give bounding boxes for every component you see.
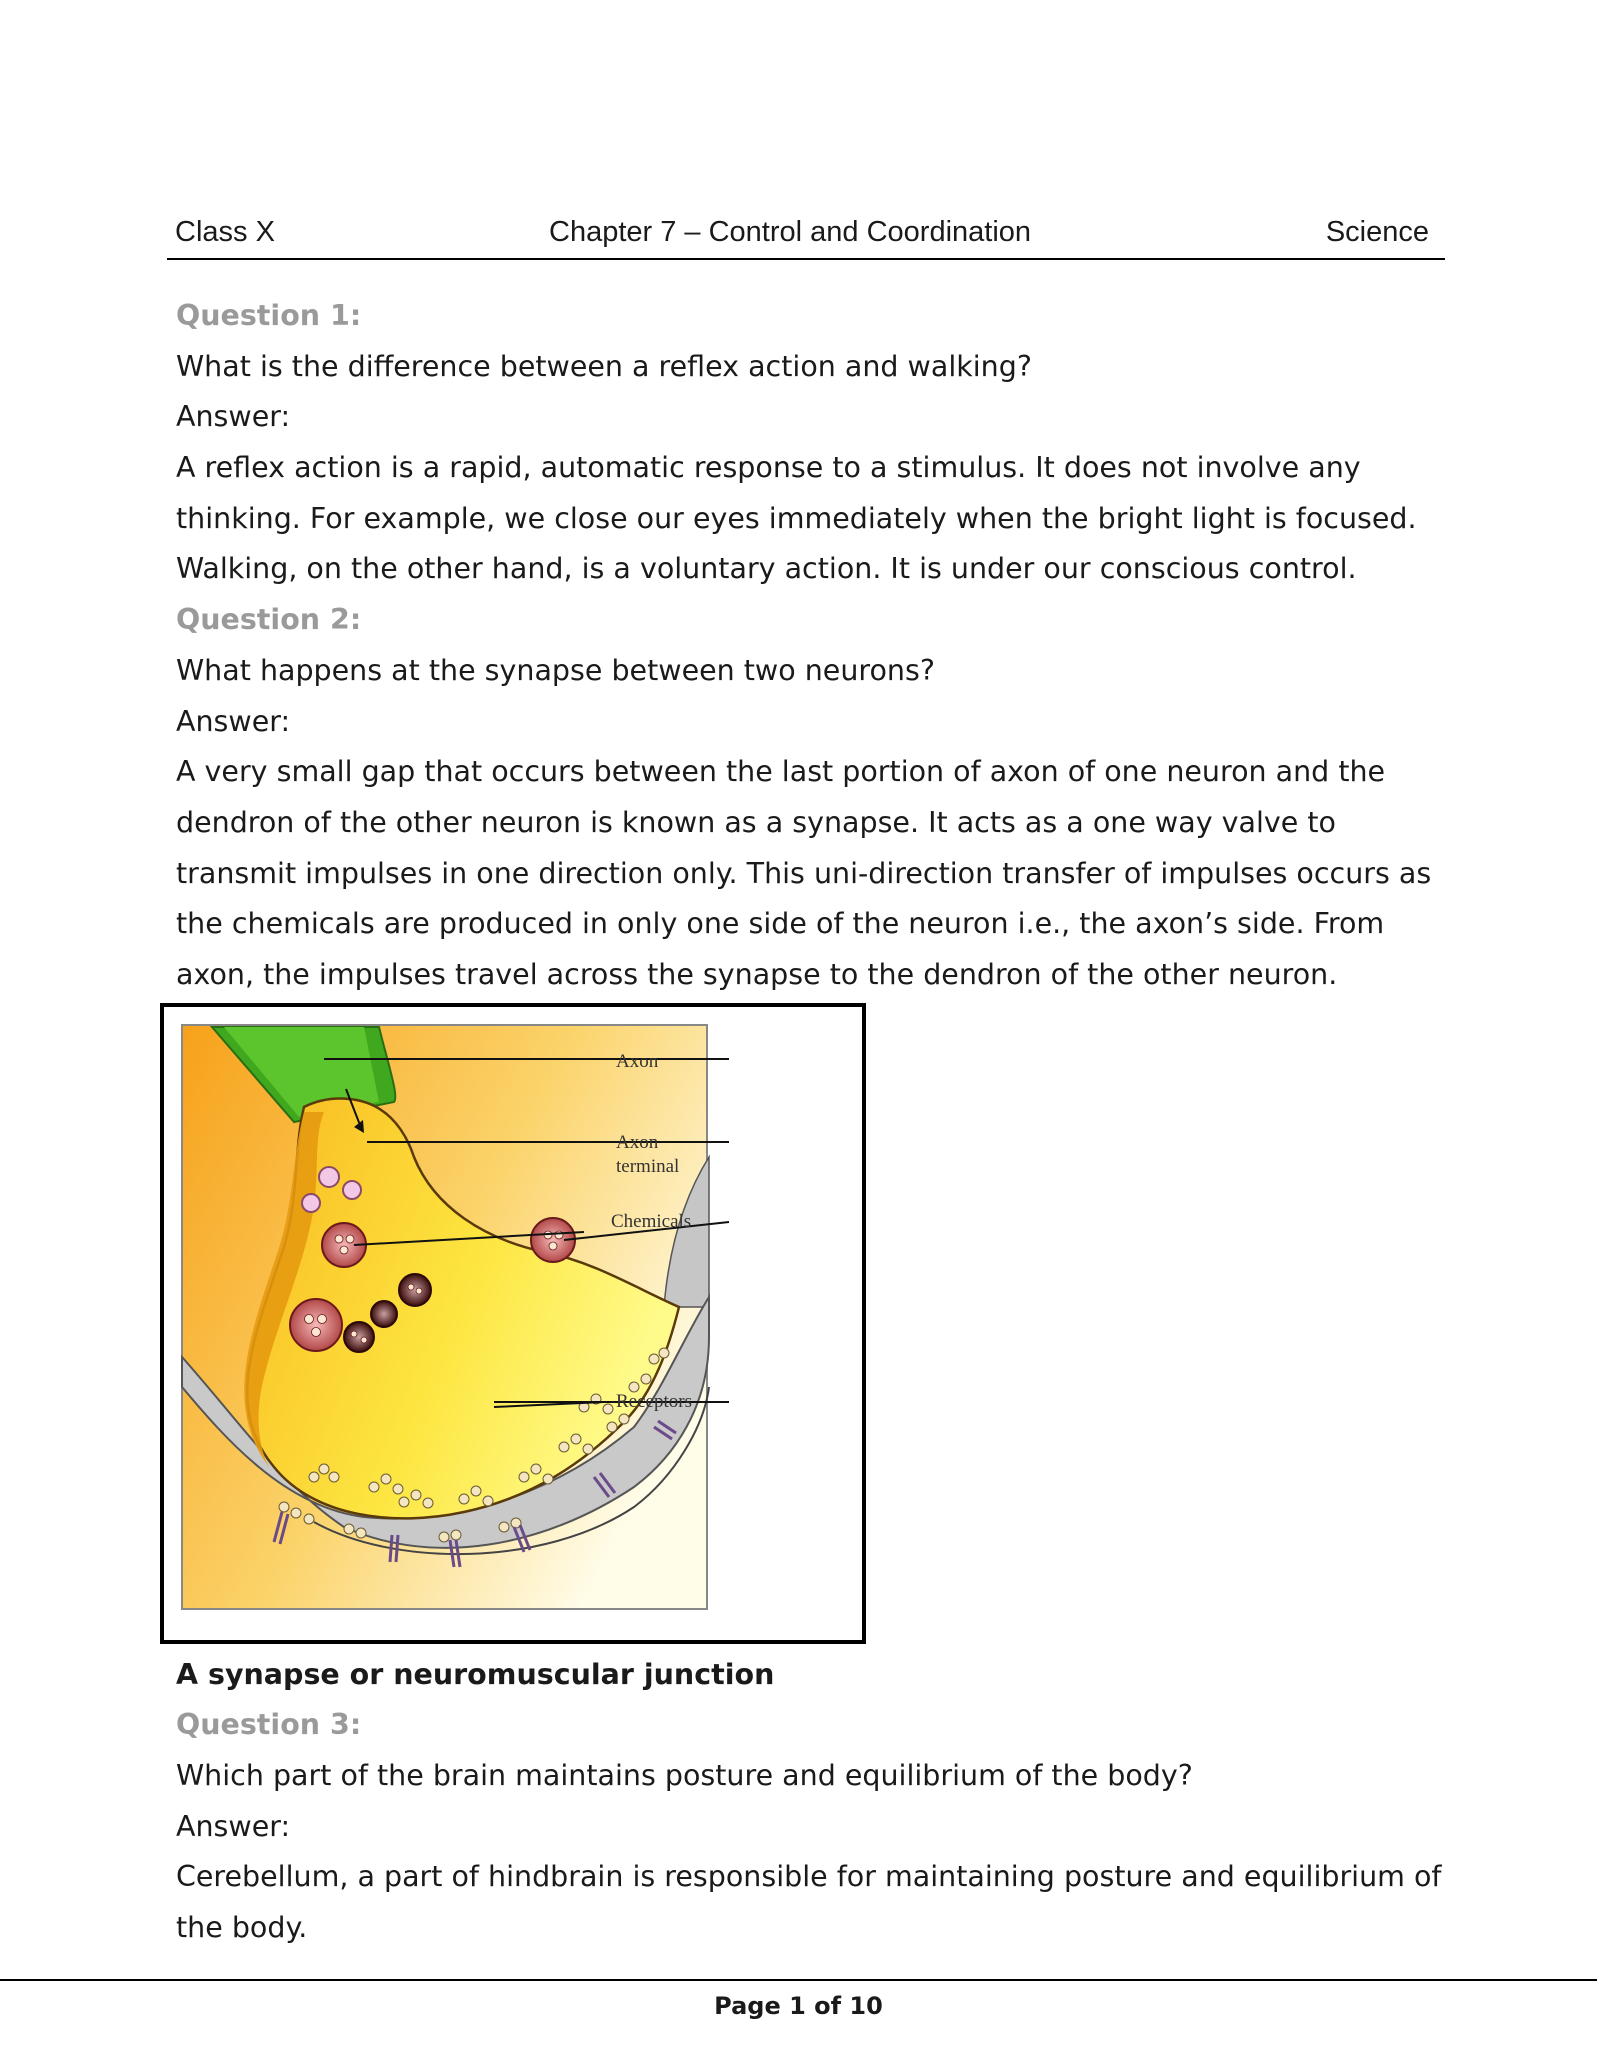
answer-1-line: thinking. For example, we close our eyes immediately when the bright light is focused.	[176, 501, 1417, 535]
answer-3-line: Cerebellum, a part of hindbrain is responsible for maintaining posture and equilibrium of	[176, 1860, 1442, 1894]
answer-2-line: dendron of the other neuron is known as a synapse. It acts as a one way valve to	[176, 805, 1336, 839]
label-axon-terminal-line1: Axon	[616, 1131, 659, 1153]
question-1-heading: Question 1:	[176, 299, 362, 332]
synapse-diagram	[160, 1003, 866, 1644]
figure-caption: A synapse or neuromuscular junction	[176, 1657, 775, 1691]
question-2-heading: Question 2:	[176, 603, 362, 637]
answer-1-line: Walking, on the other hand, is a voluntary action. It is under our conscious control.	[176, 552, 1357, 586]
answer-2-line: axon, the impulses travel across the synapse to the dendron of the other neuron.	[176, 957, 1338, 991]
answer-1-label: Answer:	[176, 400, 291, 434]
page-number: Page 1 of 10	[714, 1992, 883, 2020]
answer-1-line: A reflex action is a rapid, automatic response to a stimulus. It does not involve any	[176, 451, 1361, 485]
answer-2-line: A very small gap that occurs between the last portion of axon of one neuron and the	[176, 755, 1386, 789]
label-chemicals: Chemicals	[611, 1210, 692, 1232]
question-1-text: What is the difference between a reflex action and walking?	[176, 349, 1032, 383]
footer-divider	[0, 1979, 1597, 1981]
label-axon-terminal-line2: terminal	[616, 1155, 680, 1177]
answer-3-line: the body.	[176, 1911, 308, 1945]
question-3-text: Which part of the brain maintains posture and equilibrium of the body?	[176, 1759, 1193, 1792]
header-class: Class X	[175, 216, 275, 248]
answer-2-line: transmit impulses in one direction only. This uni-direction transfer of impulses occurs as	[176, 856, 1432, 890]
question-3-heading: Question 3:	[176, 1708, 362, 1742]
label-receptors: Receptors	[616, 1390, 692, 1412]
question-2-text: What happens at the synapse between two neurons?	[176, 653, 935, 687]
answer-2-line: the chemicals are produced in only one side of the neuron i.e., the axon’s side. From	[176, 907, 1385, 941]
answer-2-label: Answer:	[176, 704, 291, 738]
header-chapter-title: Chapter 7 – Control and Coordination	[549, 216, 1032, 248]
header-subject: Science	[1325, 216, 1429, 248]
label-axon: Axon	[616, 1050, 659, 1072]
answer-3-label: Answer:	[176, 1809, 291, 1843]
document-body	[176, 291, 1442, 1954]
page-header	[167, 214, 1445, 260]
synapse-illustration	[164, 1007, 862, 1640]
